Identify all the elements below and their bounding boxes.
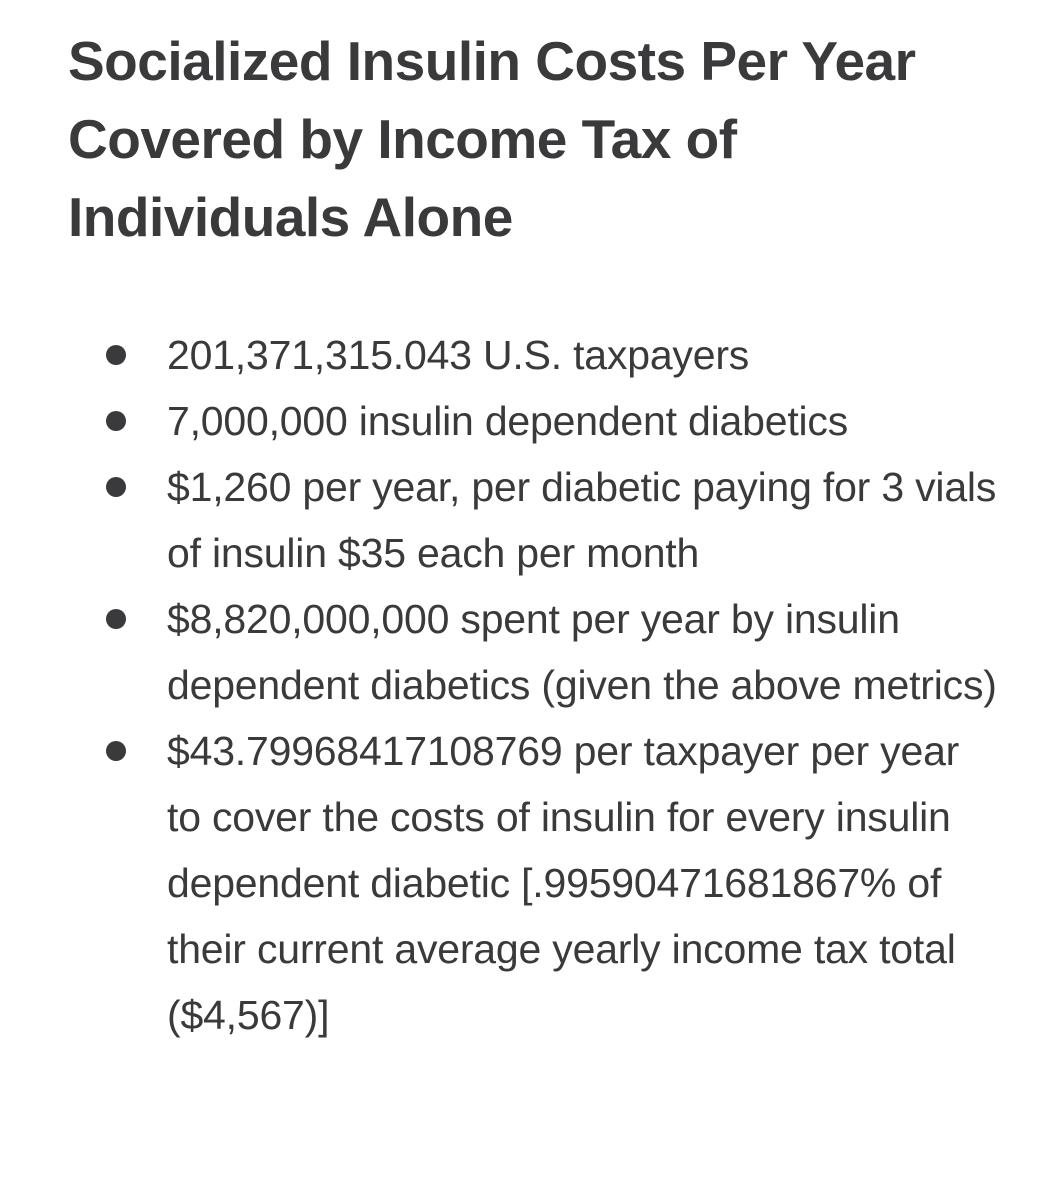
list-item	[0, 454, 1060, 586]
bullet-icon	[106, 741, 126, 761]
list-item-text: $8,820,000,000 spent per year by insulin dependent diabetics (given the above metrics)	[167, 596, 997, 708]
bullet-list	[0, 322, 1060, 1048]
list-item	[0, 388, 1060, 454]
list-item	[0, 586, 1060, 718]
bullet-icon	[106, 477, 126, 497]
bullet-icon	[106, 411, 126, 431]
list-item-text: $43.79968417108769 per taxpayer per year to cover the costs of insulin for every insulin dependent diabetic [.99590471681867% of their current average yearly income tax total ($4,567)]	[167, 728, 960, 1038]
list-item	[0, 718, 1060, 1048]
bullet-icon	[106, 609, 126, 629]
page-title: Socialized Insulin Costs Per Year Covered by Income Tax of Individuals Alone	[68, 30, 916, 248]
list-item-text: $1,260 per year, per diabetic paying for 3 vials of insulin $35 each per month	[167, 464, 997, 576]
list-item	[0, 322, 1060, 388]
bullet-icon	[106, 345, 126, 365]
list-item-text: 201,371,315.043 U.S. taxpayers	[167, 332, 750, 378]
list-item-text: 7,000,000 insulin dependent diabetics	[167, 398, 849, 444]
